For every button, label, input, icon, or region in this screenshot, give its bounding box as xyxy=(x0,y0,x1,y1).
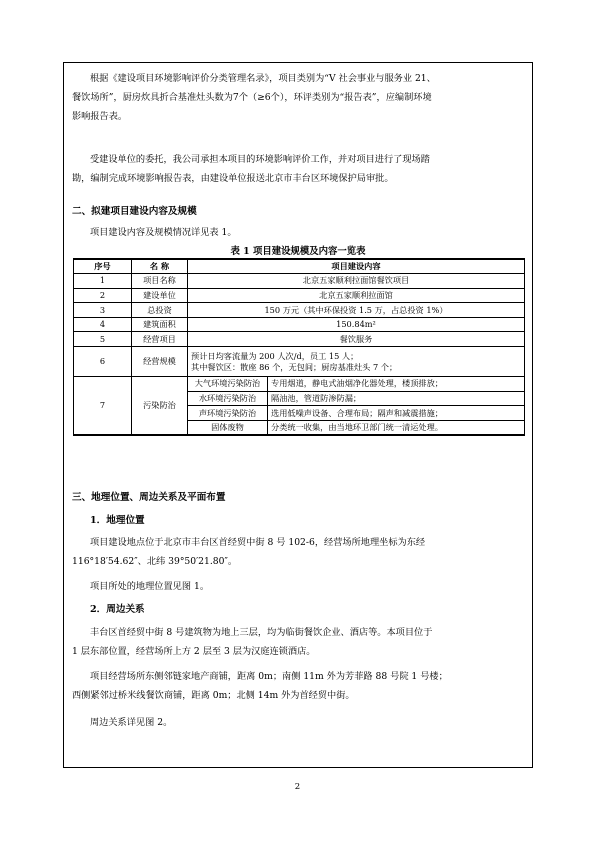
surroundings-line-3: 项目经营场所东侧邻链家地产商铺，距离 0m；南侧 11m 外为芳菲路 88 号院 1 号楼； xyxy=(90,671,448,682)
table-row xyxy=(74,347,525,377)
header-no: 序号 xyxy=(74,259,132,274)
table-row xyxy=(74,377,525,392)
row-name: 建设单位 xyxy=(132,288,188,303)
pollution-type: 固体废物 xyxy=(188,420,268,435)
intro-paragraph-1-line-2: 餐饮场所”，厨房炊具折合基准灶头数为7个（≥6个），环评类别为“报告表”，应编制环境 xyxy=(72,92,432,103)
intro-paragraph-2-line-1: 受建设单位的委托，我公司承担本项目的环境影响评价工作，并对项目进行了现场踏 xyxy=(90,154,430,165)
surroundings-line-5: 周边关系详见图 2。 xyxy=(90,717,173,728)
table-row xyxy=(74,303,525,318)
content-frame xyxy=(63,62,533,768)
row-no: 3 xyxy=(74,303,132,318)
row-content: 北京五家顺利拉面馆餐饮项目 xyxy=(188,274,525,289)
row-no: 5 xyxy=(74,332,132,347)
intro-paragraph-1-line-3: 影响报告表。 xyxy=(72,111,128,122)
intro-paragraph-1-line-1: 根据《建设项目环境影响评价分类管理名录》，项目类别为“V 社会事业与服务业 21、 xyxy=(90,73,436,84)
row-name: 项目名称 xyxy=(132,274,188,289)
row-content: 餐饮服务 xyxy=(188,332,525,347)
page-number: 2 xyxy=(294,782,301,792)
pollution-measure: 分类统一收集，由当地环卫部门统一清运处理。 xyxy=(268,420,525,435)
pollution-measure: 隔油池，管道防渗防漏； xyxy=(268,391,525,406)
subsection-location-heading: 1．地理位置 xyxy=(90,515,145,526)
table-1 xyxy=(73,258,525,436)
table-1-caption: 表 1 项目建设规模及内容一览表 xyxy=(230,246,366,257)
location-line-2: 116°18′54.62″、北纬 39°50′21.80″。 xyxy=(72,556,238,567)
row-no: 7 xyxy=(74,377,132,435)
row-content-line-1: 预计日均客流量为 200 人次/d，员工 15 人； xyxy=(191,350,359,361)
row-name: 经营项目 xyxy=(132,332,188,347)
pollution-measure: 选用低噪声设备、合理布局；隔声和减震措施； xyxy=(268,406,525,421)
surroundings-line-2: 1 层东部位置，经营场所上方 2 层至 3 层为汉庭连锁酒店。 xyxy=(72,646,316,657)
table-row xyxy=(74,288,525,303)
row-content-line-2: 其中餐饮区：散座 86 个，无包间；厨房基准灶头 7 个； xyxy=(191,361,398,372)
pollution-type: 水环境污染防治 xyxy=(188,391,268,406)
surroundings-line-1: 丰台区首经贸中街 8 号建筑物为地上三层，均为临街餐饮企业、酒店等。本项目位于 xyxy=(90,627,433,638)
row-content: 150.84m² xyxy=(188,317,525,332)
location-line-1: 项目建设地点位于北京市丰台区首经贸中街 8 号 102-6，经营场所地理坐标为东经 xyxy=(90,537,426,548)
row-content: 北京五家顺利拉面馆 xyxy=(188,288,525,303)
row-name: 总投资 xyxy=(132,303,188,318)
pollution-measure: 专用烟道，静电式油烟净化器处理，楼顶排放； xyxy=(268,377,525,392)
table-header-row xyxy=(74,259,525,274)
surroundings-line-4: 西侧紧邻过桥米线餐饮商铺，距离 0m；北侧 14m 外为首经贸中街。 xyxy=(72,690,355,701)
section-3-heading: 三、地理位置、周边关系及平面布置 xyxy=(72,492,226,503)
pollution-type: 大气环境污染防治 xyxy=(188,377,268,392)
row-name: 经营规模 xyxy=(132,347,188,377)
row-no: 1 xyxy=(74,274,132,289)
row-no: 6 xyxy=(74,347,132,377)
table-row xyxy=(74,274,525,289)
row-name: 建筑面积 xyxy=(132,317,188,332)
row-no: 4 xyxy=(74,317,132,332)
location-line-3: 项目所处的地理位置见图 1。 xyxy=(90,581,210,592)
row-name: 污染防治 xyxy=(132,377,188,435)
header-name: 名 称 xyxy=(132,259,188,274)
section-2-text: 项目建设内容及规模情况详见表 1。 xyxy=(90,227,237,238)
table-row xyxy=(74,317,525,332)
intro-paragraph-2-line-2: 勘，编制完成环境影响报告表，由建设单位报送北京市丰台区环境保护局审批。 xyxy=(72,173,394,184)
pollution-type: 声环境污染防治 xyxy=(188,406,268,421)
table-row xyxy=(74,332,525,347)
header-content: 项目建设内容 xyxy=(188,259,525,274)
row-no: 2 xyxy=(74,288,132,303)
row-content: 150 万元（其中环保投资 1.5 万，占总投资 1%） xyxy=(188,303,525,318)
subsection-surroundings-heading: 2．周边关系 xyxy=(90,604,145,615)
section-2-heading: 二、拟建项目建设内容及规模 xyxy=(72,206,197,217)
row-content xyxy=(188,347,525,377)
